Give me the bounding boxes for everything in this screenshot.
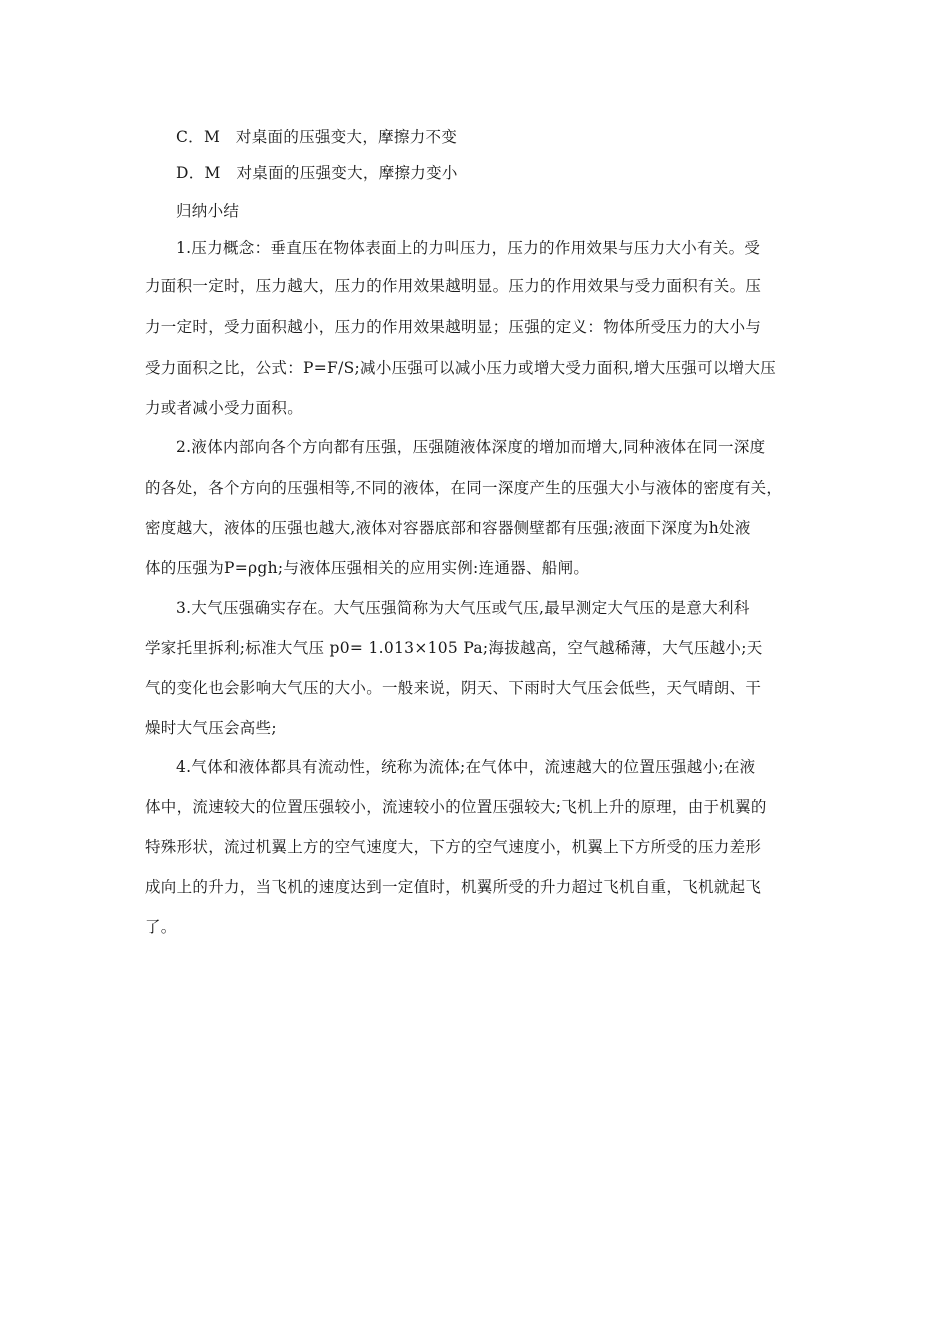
paragraph-line: 力一定时，受力面积越小，压力的作用效果越明显；压强的定义：物体所受压力的大小与 xyxy=(145,318,762,336)
paragraph-line: 4.气体和液体都具有流动性，统称为流体;在气体中，流速越大的位置压强越小;在液 xyxy=(176,758,756,776)
paragraph-line: 的各处，各个方向的压强相等,不同的液体，在同一深度产生的压强大小与液体的密度有关， xyxy=(145,479,783,497)
paragraph-line: 3.大气压强确实存在。大气压强简称为大气压或气压,最早测定大气压的是意大利科 xyxy=(176,599,750,617)
paragraph-line: 气的变化也会影响大气压的大小。一般来说，阴天、下雨时大气压会低些，天气晴朗、干 xyxy=(145,679,762,697)
paragraph-line: 受力面积之比，公式：P=F/S;减小压强可以减小压力或增大受力面积,增大压强可以增大压 xyxy=(145,359,777,377)
paragraph-line: 学家托里拆利;标准大气压 p0= 1.013×105 Pa;海拔越高，空气越稀薄，大气压越小;天 xyxy=(145,639,763,657)
summary-heading: 归纳小结 xyxy=(176,202,240,220)
option-c: C．M 对桌面的压强变大，摩擦力不变 xyxy=(176,128,458,146)
paragraph-line: 燥时大气压会高些; xyxy=(145,719,277,737)
paragraph-line: 特殊形状，流过机翼上方的空气速度大，下方的空气速度小，机翼上下方所受的压力差形 xyxy=(145,838,762,856)
option-d: D．M 对桌面的压强变大，摩擦力变小 xyxy=(176,164,458,182)
paragraph-line: 1.压力概念：垂直压在物体表面上的力叫压力，压力的作用效果与压力大小有关。受 xyxy=(176,239,761,257)
paragraph-line: 成向上的升力，当飞机的速度达到一定值时，机翼所受的升力超过飞机自重，飞机就起飞 xyxy=(145,878,762,896)
paragraph-line: 了。 xyxy=(145,918,177,936)
paragraph-line: 密度越大，液体的压强也越大,液体对容器底部和容器侧壁都有压强;液面下深度为h处液 xyxy=(145,519,751,537)
paragraph-line: 体中，流速较大的位置压强较小，流速较小的位置压强较大;飞机上升的原理，由于机翼的 xyxy=(145,798,767,816)
paragraph-line: 力或者减小受力面积。 xyxy=(145,399,304,417)
paragraph-line: 体的压强为P=ρgh;与液体压强相关的应用实例:连通器、船闸。 xyxy=(145,559,590,577)
paragraph-line: 2.液体内部向各个方向都有压强，压强随液体深度的增加而增大,同种液体在同一深度 xyxy=(176,438,766,456)
paragraph-line: 力面积一定时，压力越大，压力的作用效果越明显。压力的作用效果与受力面积有关。压 xyxy=(145,277,762,295)
